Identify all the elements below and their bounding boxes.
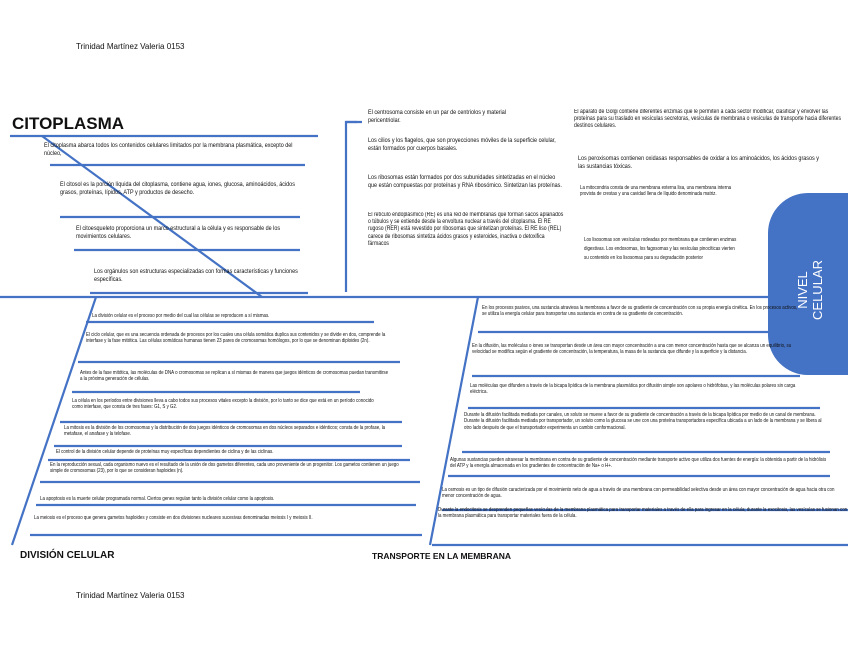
division-item: La división celular es el proceso por medio del cual las células se reproducen a sí mismas.: [92, 313, 270, 319]
division-item: La célula en los períodos entre divisiones lleva a cabo todos sus procesos vitales excepto la división, por lo tanto se dice que está en un período conocido como interfase, que consta de tres fases: G1, S y G2.: [72, 398, 374, 411]
division-item: El control de la división celular depende de proteínas muy específicas dependientes de ciclina y de las ciclinas.: [56, 449, 274, 455]
transporte-item: La osmosis es un tipo de difusión caracterizada por el movimiento neto de agua a través de una membrana con permeabilidad selectiva desde un área con mayor concentración de agua hacia otra con menor concentración de agua.: [442, 487, 835, 500]
division-caption: DIVISIÓN CELULAR: [20, 550, 115, 561]
transporte-item: Las moléculas que difunden a través de la bicapa lipídica de la membrana plasmática por difusión simple son apolares o hidrófobas, y las moléculas polares sin carga eléctrica.: [470, 383, 796, 396]
division-item: La mitosis es la división de los cromosomas y la distribución de dos juegos idénticos de cromosomas en dos núcleos separados e idénticos; consta de la profase, la metafase, el anafase y la telofase.: [64, 425, 386, 438]
transporte-item: En los procesos pasivos, una sustancia atraviesa la membrana a favor de su gradiente de concentración con su propia energía cinética. En los procesos activos, se utiliza la energía celular para transportar una sustancia en contra de su gradiente de concentración.: [482, 305, 798, 318]
footer-author-name: Trinidad Martínez Valeria 0153: [76, 591, 185, 600]
citoplasma-title: CITOPLASMA: [12, 114, 125, 133]
transporte-item: Durante la difusión facilitada mediada por canales, un soluto se mueve a favor de su gradiente de concentración a través de la bicapa lipídica por medio de un canal de membrana. Durante la difusión facilitada mediada por transportador, un soluto como la glucosa se une con una proteína transportadora específica ubicada a un lado de la membrana y se libera al otro lado después de que el transportador experimenta un cambio conformacional.: [464, 412, 822, 431]
transporte-caption: TRANSPORTE EN LA MEMBRANA: [372, 551, 511, 561]
division-item: La meiosis es el proceso que genera gametos haploides y consiste en dos divisiones nucleares sucesivas denominadas meiosis I y meiosis II.: [34, 515, 313, 521]
division-item: En la reproducción sexual, cada organismo nuevo es el resultado de la unión de dos gametos diferentes, cada uno proveniente de un progenitor. Los gametos contienen un juego simple de cromosomas (23), por lo que se consideran haploides (n).: [50, 462, 399, 475]
citoplasma-item: Los orgánulos son estructuras especializadas con formas características y funciones específicas.: [94, 268, 298, 283]
division-item: La apoptosis es la muerte celular programada normal. Ciertos genes regulan tanto la división celular como la apoptosis.: [40, 496, 275, 502]
cilios-text: Los cilios y los flagelos, que son proyecciones móviles de la superficie celular, están formados por cuerpos basales.: [368, 137, 556, 152]
mitocondria-text: La mitocondria consta de una membrana externa lisa, una membrana interna provista de crestas y una cavidad llena de líquido denominada matriz.: [580, 185, 732, 198]
author-name: Trinidad Martínez Valeria 0153: [76, 42, 185, 51]
transporte-item: Algunas sustancias pueden atravesar la membrana en contra de su gradiente de concentración mediante transporte activo que utiliza dos fuentes de energía: la obtenida a partir de la hidrólisis del ATP y la energía almacenada en los gradientes de concentración de Na+ o H+.: [450, 457, 827, 470]
ribosomas-text: Los ribosomas están formados por dos subunidades sintetizadas en el núcleo que están compuestas por proteínas y RNA ribosómico. Sintetizan las proteínas.: [368, 174, 562, 189]
nivel-celular-label: NIVEL CELULAR: [795, 260, 825, 320]
peroxisomas-text: Los peroxisomas contienen oxidasas responsables de oxidar a los aminoácidos, los ácidos grasos y las sustancias tóxicas.: [578, 155, 819, 170]
transporte-item: Durante la endocitosis se desprenden pequeñas vesículas de la membrana plasmática para transportar materiales a través de ella para ingresar en la célula; durante la exocitosis, las vesículas se fusionan con la membrana plasmática para transportar materiales fuera de la célula.: [438, 507, 848, 520]
lisosomas-text: Los lisosomas son vesículas rodeadas por membrana que contienen enzimas digestivas. Los endosomas, los fagosomas y las vesículas pinocíticas vierten su contenido en los lisosomas para su degradación posterior: [584, 237, 737, 261]
centrosoma-text: El centrosoma consiste en un par de centriolos y material pericentriolar.: [368, 109, 506, 124]
citoplasma-item: El citoplasma abarca todos los contenidos celulares limitados por la membrana plasmática, excepto del núcleo,: [44, 142, 293, 157]
reticulo-text: El retículo endoplásmico (RE) es una red de membranas que forman sacos aplanados o túbulos y se extiende desde la envoltura nuclear a través del citoplasma. El RE rugoso (RER) está revestido por ribosomas que sintetizan proteínas. El RE liso (REL) carece de ribosomas sintetiza ácidos grasos y esteroides, inactiva o detoxifica fármacos: [368, 212, 564, 247]
citoplasma-item: El citoesqueleto proporciona un marco estructural a la célula y es responsable de los movimientos celulares.: [76, 225, 281, 240]
transporte-item: En la difusión, las moléculas o iones se transportan desde un área con mayor concentración a una con menor concentración hasta que se alcanza un equilibrio, su velocidad se modifica según el gradiente de concentración, la temperatura, la masa de la sustancia que difunde y la superficie y la distancia.: [472, 343, 792, 356]
division-item: Antes de la fase mitótica, las moléculas de DNA o cromosomas se replican a sí mismas de manera que juegos idénticos de cromosomas puedan transmitirse a la próxima generación de células.: [80, 370, 389, 383]
citoplasma-item: El citosol es la porción líquida del citoplasma, contiene agua, iones, glucosa, aminoácidos, ácidos grasos, proteínas, lípidos, ATP y productos de desecho.: [60, 181, 295, 196]
division-item: El ciclo celular, que es una secuencia ordenada de procesos por los cuales una célula somática duplica sus contenidos y se divide en dos, comprende la interfase y la fase mitótica. Las células somáticas humanas tienen 23 pares de cromosomas homólogos, por lo que se denominan diploides (2n).: [86, 332, 386, 345]
golgi-text: El aparato de Golgi contiene diferentes enzimas que le permiten a cada sector modificar, clasificar y envolver las proteínas para su traslado en vesículas secretoras, vesículas de membrana o vesículas de transporte hacia diferentes destinos celulares.: [574, 109, 842, 130]
